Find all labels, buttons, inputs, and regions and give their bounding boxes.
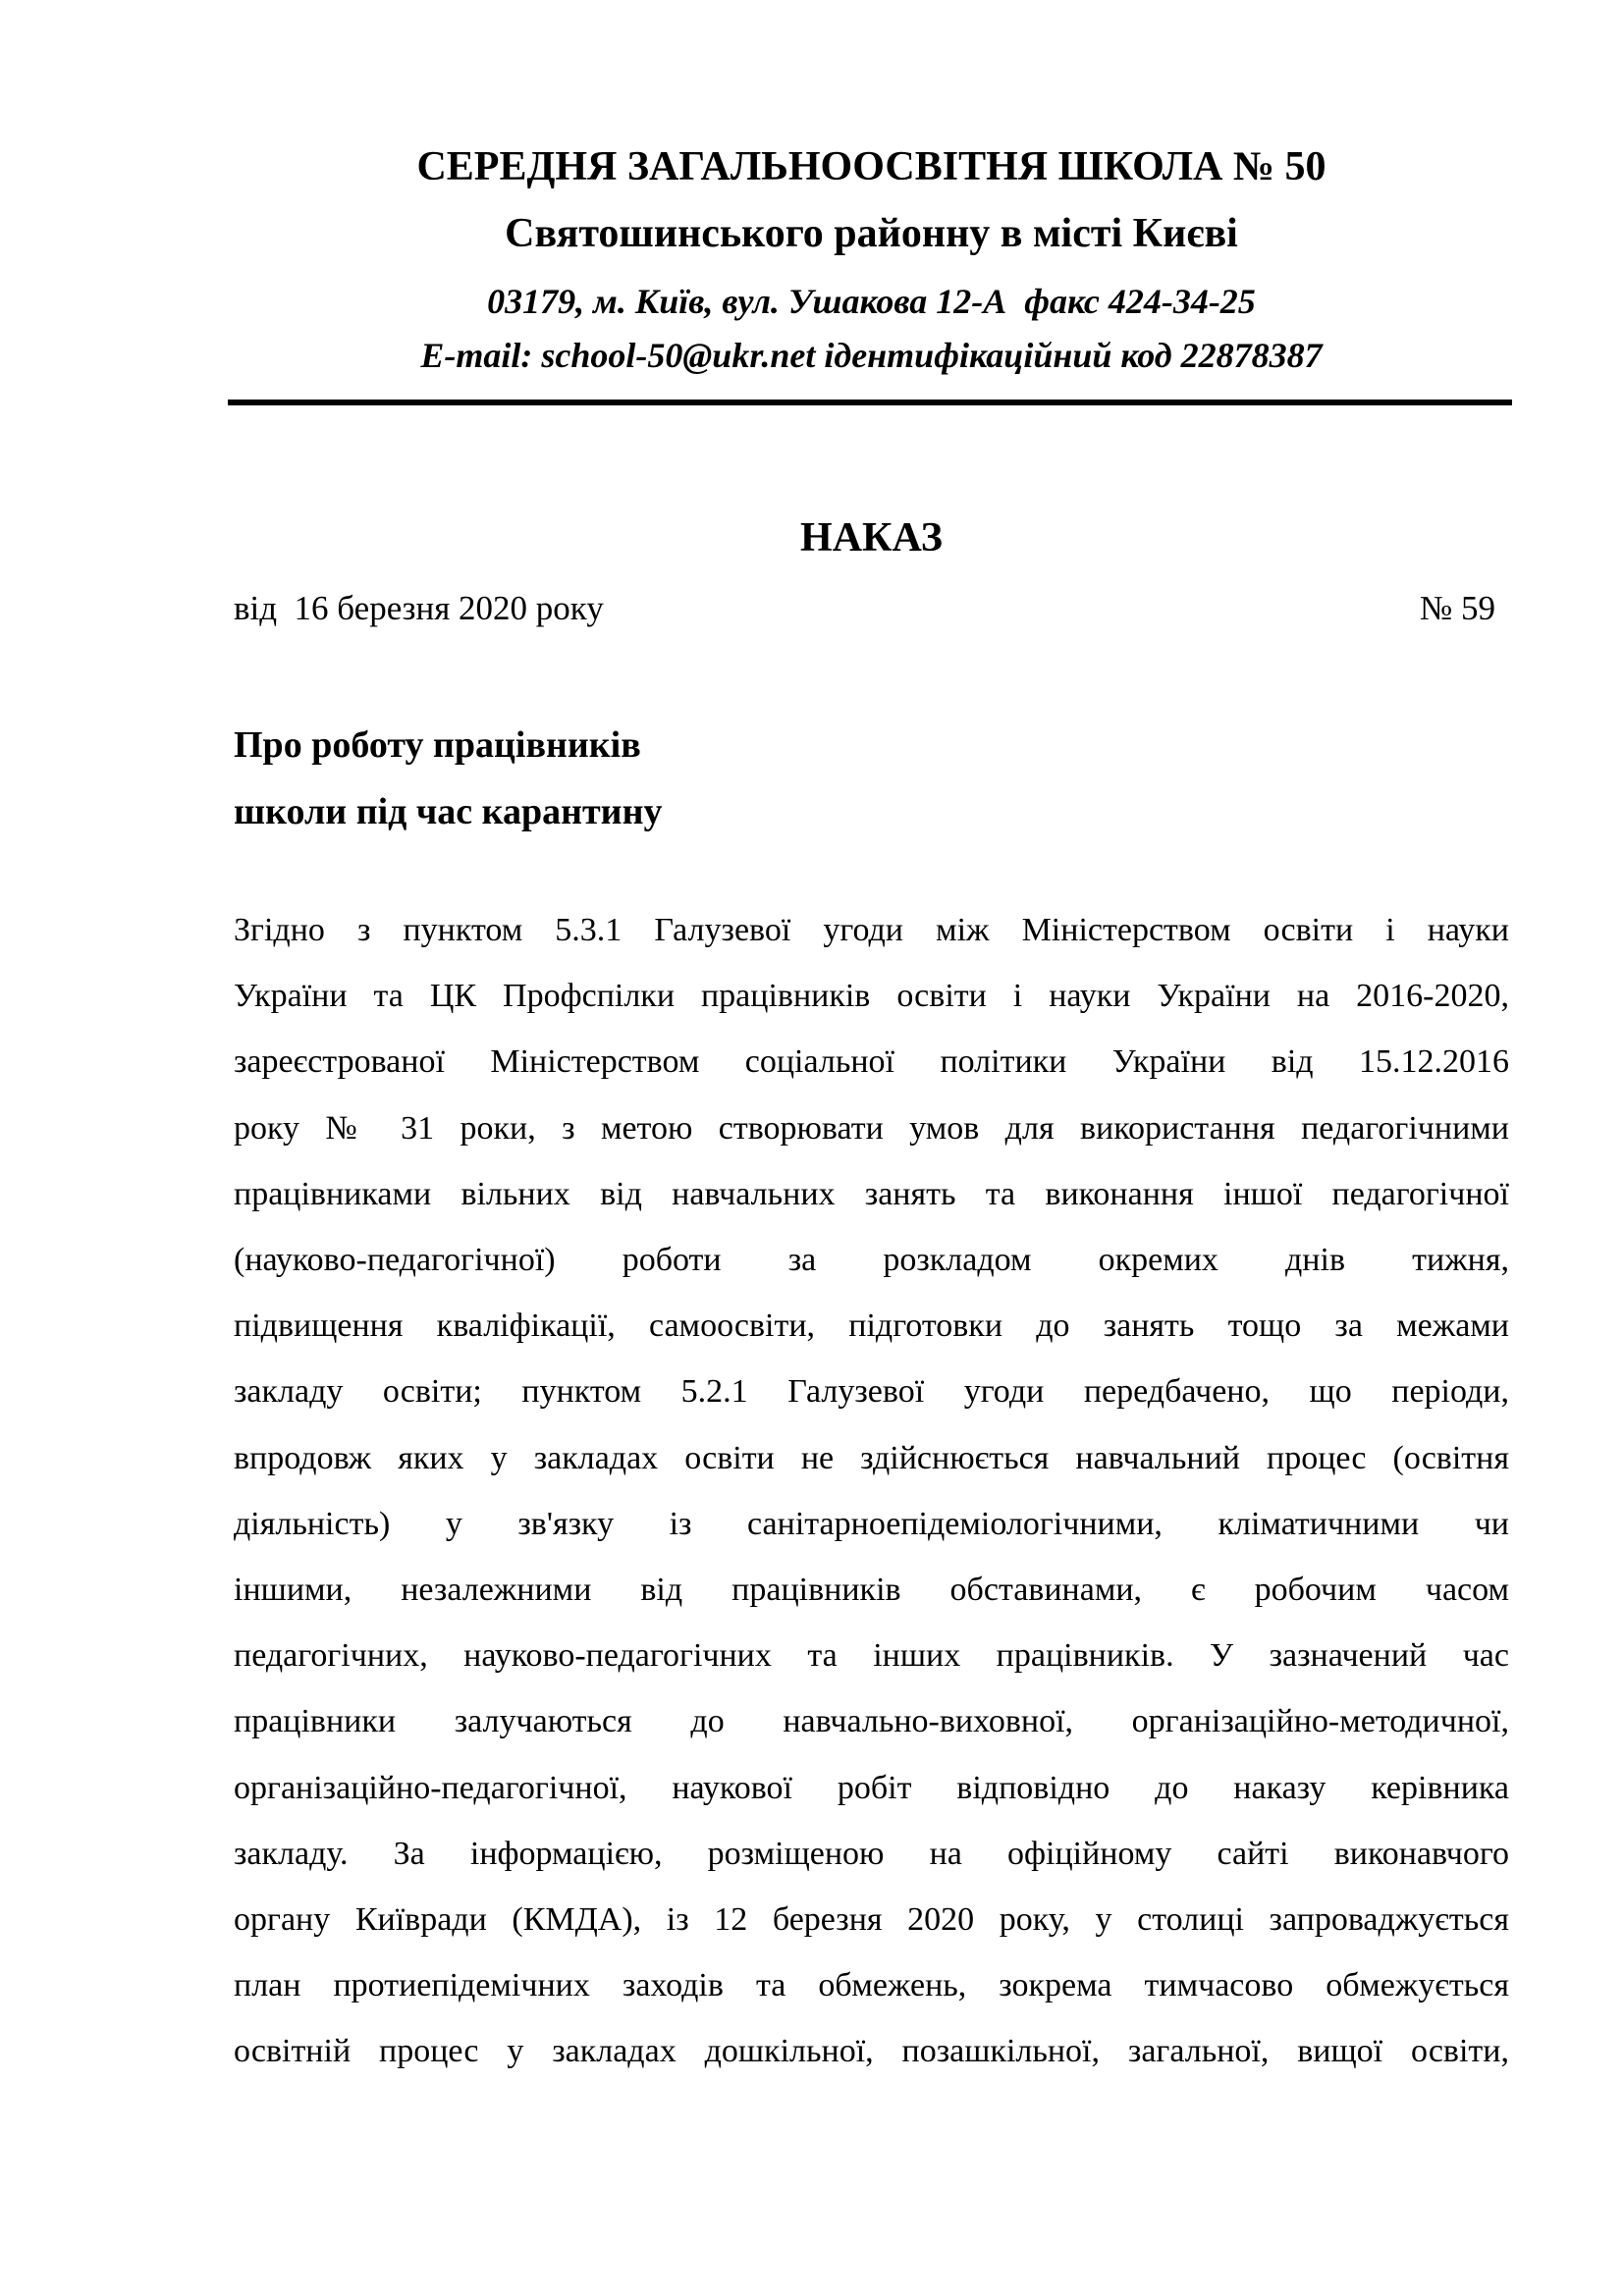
body-text-line: року № 31 роки, з метою створювати умов для використання педагогічними [234, 1109, 1509, 1147]
order-subject-line-2: школи під час карантину [234, 791, 663, 832]
body-text-line: діяльність) у зв'язку із санітарноепідеміологічними, кліматичними чи [234, 1505, 1509, 1542]
body-text-line: зареєстрованої Міністерством соціальної політики України від 15.12.2016 [234, 1043, 1509, 1081]
order-subject-line-1: Про роботу працівників [234, 724, 641, 766]
body-text-line: (науково-педагогічної) роботи за розкладом окремих днів тижня, [234, 1242, 1509, 1279]
letterhead [234, 143, 1509, 376]
body-text-line: освітній процес у закладах дошкільної, позашкільної, загальної, вищої освіти, [234, 2033, 1509, 2070]
school-name: СЕРЕДНЯ ЗАГАЛЬНООСВІТНЯ ШКОЛА № 50 [416, 144, 1326, 189]
body-text-line: впродовж яких у закладах освіти не здійснюється навчальний процес (освітня [234, 1439, 1509, 1476]
body-text-line: підвищення кваліфікації, самоосвіти, підготовки до занять тощо за межами [234, 1308, 1509, 1345]
body-text-line: Згідно з пунктом 5.3.1 Галузевої угоди між Міністерством освіти і науки [234, 912, 1509, 948]
school-address: 03179, м. Київ, вул. Ушакова 12-А факс 424-34-25 [487, 282, 1256, 321]
order-number: № 59 [1419, 589, 1495, 627]
order-date-row [234, 585, 1509, 632]
letterhead-divider-rule [228, 400, 1512, 405]
order-body-paragraph [234, 897, 1509, 2085]
body-text-line: України та ЦК Профспілки працівників освіти і науки України на 2016-2020, [234, 978, 1509, 1015]
body-text-line: план протиепідемічних заходів та обмежень, зокрема тимчасово обмежується [234, 1967, 1509, 2004]
body-text-line: закладу. За інформацією, розміщеною на офіційному сайті виконавчого [234, 1835, 1509, 1872]
school-district: Святошинського районну в місті Києві [505, 211, 1238, 256]
body-text-line: працівниками вільних від навчальних занять та виконання іншої педагогічної [234, 1175, 1509, 1212]
order-title: НАКАЗ [800, 515, 943, 561]
body-text-line: іншими, незалежними від працівників обставинами, є робочим часом [234, 1572, 1509, 1609]
order-subject [234, 712, 1509, 845]
order-date: від 16 березня 2020 року [234, 589, 604, 627]
body-text-line: працівники залучаються до навчально-виховної, організаційно-методичної, [234, 1703, 1509, 1740]
body-text-line: закладу освіти; пунктом 5.2.1 Галузевої угоди передбачено, що періоди, [234, 1373, 1509, 1411]
body-text-line: організаційно-педагогічної, наукової робіт відповідно до наказу керівника [234, 1769, 1509, 1806]
body-text-line: органу Київради (КМДА), із 12 березня 2020 року, у столиці запроваджується [234, 1901, 1509, 1939]
body-text-line: педагогічних, науково-педагогічних та інших працівників. У зазначений час [234, 1637, 1509, 1675]
school-email-and-code: E-mail: school-50@ukr.net ідентифікаційний код 22878387 [420, 336, 1323, 375]
